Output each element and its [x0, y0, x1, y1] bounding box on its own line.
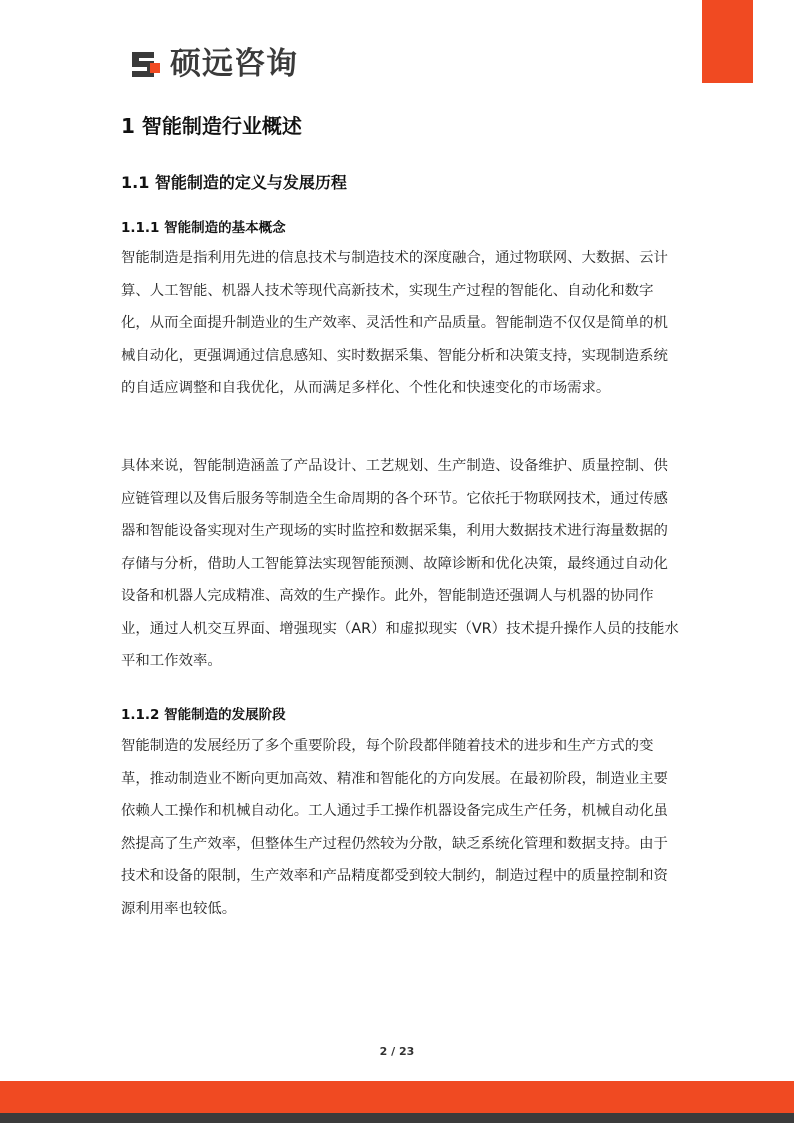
paragraph: 智能制造是指利用先进的信息技术与制造技术的深度融合，通过物联网、大数据、云计算、人工智能、机器人技术等现代高新技术，实现生产过程的智能化、自动化和数字化，从而全面提升制造业的生产效率、灵活性和产品质量。智能制造不仅仅是简单的机械自动化，更强调通过信息感知、实时数据采集、智能分析和决策支持，实现制造系统的自适应调整和自我优化，从而满足多样化、个性化和快速变化的市场需求。 [121, 250, 668, 396]
paragraph: 具体来说，智能制造涵盖了产品设计、工艺规划、生产制造、设备维护、质量控制、供应链管理以及售后服务等制造全生命周期的各个环节。它依托于物联网技术，通过传感器和智能设备实现对生产现场的实时监控和数据采集，利用大数据技术进行海量数据的存储与分析，借助人工智能算法实现智能预测、故障诊断和优化决策，最终通过自动化设备和机器人完成精准、高效的生产操作。此外，智能制造还强调人与机器的协同作业，通过人机交互界面、增强现实（AR）和虚拟现实（VR）技术提升操作人员的技能水平和工作效率。 [121, 458, 679, 669]
section-title: 1.1 智能制造的定义与发展历程 [121, 173, 347, 192]
chapter-title: 1 智能制造行业概述 [121, 114, 302, 138]
document-body [121, 108, 679, 917]
paragraph: 智能制造的发展经历了多个重要阶段，每个阶段都伴随着技术的进步和生产方式的变革，推动制造业不断向更加高效、精准和智能化的方向发展。在最初阶段，制造业主要依赖人工操作和机械自动化。工人通过手工操作机器设备完成生产任务，机械自动化虽然提高了生产效率，但整体生产过程仍然较为分散，缺乏系统化管理和数据支持。由于技术和设备的限制，生产效率和产品精度都受到较大制约，制造过程中的质量控制和资源利用率也较低。 [121, 738, 668, 917]
logo-icon [128, 46, 164, 82]
footer-band-orange [0, 1081, 794, 1113]
subsection-title: 1.1.1 智能制造的基本概念 [121, 220, 286, 236]
brand-logo [128, 44, 298, 84]
footer-band-dark [0, 1113, 794, 1123]
brand-name: 硕远咨询 [170, 46, 298, 82]
subsection-title: 1.1.2 智能制造的发展阶段 [121, 707, 286, 723]
corner-accent-tab [702, 0, 753, 83]
page-number: 2 / 23 [379, 1045, 415, 1058]
